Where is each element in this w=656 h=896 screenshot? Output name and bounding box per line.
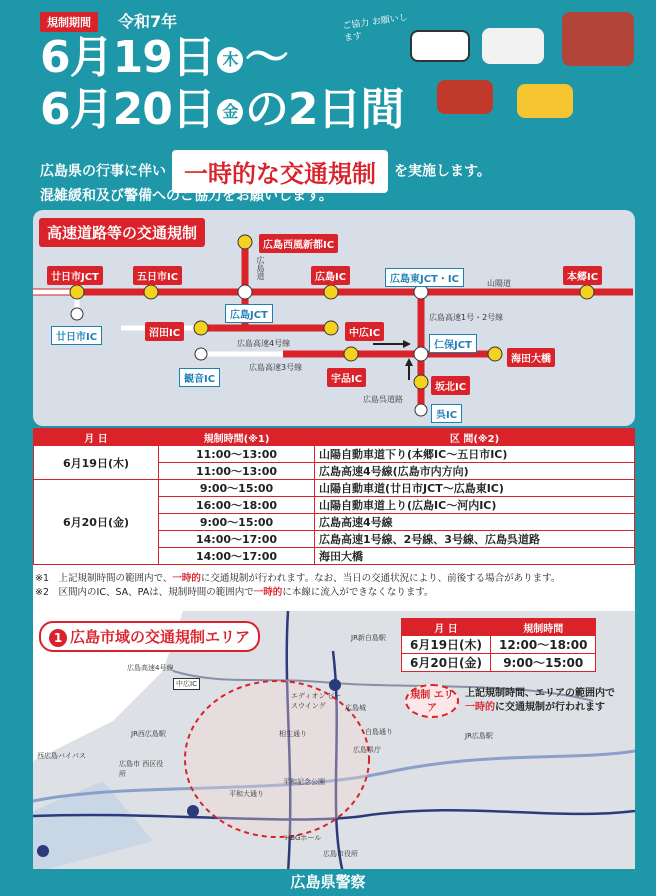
section-cell: 山陽自動車道上り(広島IC〜河内IC) (315, 497, 635, 514)
note-1-pre: 上記規制時間の範囲内で、 (58, 573, 173, 584)
header (0, 0, 656, 210)
area-col-time: 規制時間 (491, 619, 596, 636)
zone-legend: 規制 エリア (405, 684, 459, 718)
note-2-post: に本線に流入ができなくなります。 (282, 587, 434, 598)
map-route4: 広島高速4号線 (127, 664, 174, 672)
area-date: 6月19日(木) (402, 636, 491, 654)
highway-title: 高速道路等の交通規制 (39, 218, 205, 247)
note-2-mark: ※2 (35, 587, 50, 598)
map-nakahiro: 中広IC (173, 678, 200, 690)
area-date: 6月20日(金) (402, 654, 491, 672)
days-count: の2日間 (244, 84, 404, 135)
label-hatsukaichi-jct: 廿日市JCT (47, 266, 103, 285)
police-car-icon (410, 30, 470, 62)
date-cell: 6月19日(木) (34, 446, 159, 480)
road-sanyo: 山陽道 (487, 279, 511, 288)
zone-note (465, 687, 633, 715)
time-cell: 14:00〜17:00 (159, 531, 315, 548)
section-cell: 海田大橋 (315, 548, 635, 565)
map-peace-park: 平和記念公園 (283, 778, 325, 786)
section-cell: 広島高速1号線、2号線、3号線、広島呉道路 (315, 531, 635, 548)
note-1-post: に交通規制が行われます。なお、当日の交通状況により、前後する場合があります。 (200, 573, 561, 584)
label-hiroshima-jct: 広島JCT (225, 304, 273, 323)
schedule-table (33, 428, 635, 565)
cooperation-line: 混雑緩和及び警備へのご協力をお願いします。 (40, 188, 333, 204)
section-cell: 広島高速4号線(広島市内方向) (315, 463, 635, 480)
zone-note-pre: 上記規制時間、エリアの範囲内で (465, 688, 615, 699)
label-numata-ic: 沼田IC (145, 322, 184, 341)
label-hiroshima-higashi: 広島東JCT・IC (385, 268, 464, 287)
note-2-red: 一時的 (253, 587, 283, 598)
section-cell: 広島高速4号線 (315, 514, 635, 531)
table-row (402, 654, 596, 672)
area-time: 12:00〜18:00 (491, 636, 596, 654)
table-row (34, 446, 635, 463)
label-sakakita-ic: 坂北IC (431, 376, 470, 395)
section-cell: 山陽自動車道(廿日市JCT〜広島東IC) (315, 480, 635, 497)
period-tag: 規制期間 (40, 12, 98, 32)
note-2-pre: 区間内のIC、SA、PAは、規制時間の範囲内で (58, 587, 254, 598)
zone-note-post: に交通規制が行われます (495, 702, 605, 713)
col-time: 規制時間(※1) (159, 429, 315, 446)
date-1: 6月19日 (40, 32, 215, 83)
era-year: 令和7年 (118, 12, 178, 31)
city-map (33, 607, 635, 869)
weekday-2-badge: 金 (217, 99, 243, 125)
map-aioi: 相生通り (279, 730, 307, 738)
col-date: 月 日 (34, 429, 159, 446)
map-heiwa-ohdori: 平和大通り (229, 790, 264, 798)
date-line-1 (40, 34, 288, 82)
tilde: 〜 (244, 32, 288, 83)
road-hiroshima: 広島道 (256, 256, 265, 280)
map-naka-ward: 広島市役所 (323, 850, 358, 858)
label-hiroshima-ic: 広島IC (311, 266, 350, 285)
note-2 (35, 586, 633, 600)
map-castle: 広島城 (345, 704, 366, 712)
date-cell: 6月20日(金) (34, 480, 159, 565)
area-number: 1 (49, 629, 67, 647)
road-route12: 広島高速1号・2号線 (429, 313, 504, 322)
zone-note-red: 一時的 (465, 702, 495, 713)
label-kure-ic: 呉IC (431, 404, 462, 423)
notes (33, 572, 635, 600)
label-kaita-ohashi: 海田大橋 (507, 348, 555, 367)
section-cell: 山陽自動車道下り(本郷IC〜五日市IC) (315, 446, 635, 463)
weekday-1-badge: 木 (217, 47, 243, 73)
red-car-icon (437, 80, 493, 114)
road-route3: 広島高速3号線 (249, 363, 303, 372)
intro-pre: 広島県の行事に伴い (40, 163, 166, 180)
highlight-box: 一時的な交通規制 (172, 150, 388, 193)
time-cell: 16:00〜18:00 (159, 497, 315, 514)
map-nishi-hiroshima-stn: JR西広島駅 (131, 730, 166, 738)
city-area-title-text: 広島市域の交通規制エリア (70, 628, 251, 646)
map-nishi-ward: 広島市 西区役所 (119, 760, 164, 778)
label-kannon-ic: 観音IC (179, 368, 220, 387)
time-cell: 11:00〜13:00 (159, 446, 315, 463)
label-hongo-ic: 本郷IC (563, 266, 602, 285)
footer-police: 広島県警察 (0, 869, 656, 896)
table-row (34, 480, 635, 497)
col-section: 区 間(※2) (315, 429, 635, 446)
area-time: 9:00〜15:00 (491, 654, 596, 672)
table-row (402, 636, 596, 654)
label-nakahiro-ic: 中広IC (345, 322, 384, 341)
area-table (401, 618, 596, 672)
date-line-2 (40, 86, 403, 134)
highway-panel (33, 210, 635, 426)
road-route4: 広島高速4号線 (237, 339, 291, 348)
date-2: 6月20日 (40, 84, 215, 135)
label-ujina-ic: 宇品IC (327, 368, 366, 387)
speech-bubble: ご協力 お願いします (341, 12, 409, 44)
note-1-red: 一時的 (172, 573, 201, 584)
city-area-title (39, 621, 260, 652)
time-cell: 11:00〜13:00 (159, 463, 315, 480)
label-itsukaichi-ic: 五日市IC (133, 266, 182, 285)
label-hatsukaichi-ic: 廿日市IC (51, 326, 102, 345)
white-van-icon (482, 28, 544, 64)
map-nishi-bypass: 西広島バイパス (37, 752, 86, 760)
label-hiroshima-nishi: 広島西風新都IC (259, 234, 338, 253)
map-hbg: HBGホール (285, 834, 322, 842)
map-pref-office: 広島県庁 (353, 746, 381, 754)
map-shin-hakushima: JR新白島駅 (351, 634, 386, 642)
label-niho-jct: 仁保JCT (429, 334, 477, 353)
map-hiroshima-stn: JR広島駅 (465, 732, 493, 740)
time-cell: 9:00〜15:00 (159, 480, 315, 497)
time-cell: 14:00〜17:00 (159, 548, 315, 565)
intro-post: を実施します。 (394, 163, 491, 180)
note-1 (35, 572, 633, 586)
yellow-car-icon (517, 84, 573, 118)
map-edion: エディオン ピースウイング (291, 692, 342, 710)
truck-icon (562, 12, 634, 66)
area-col-date: 月 日 (402, 619, 491, 636)
time-cell: 9:00〜15:00 (159, 514, 315, 531)
note-1-mark: ※1 (35, 573, 50, 584)
road-kure: 広島呉道路 (363, 395, 403, 404)
map-hakushima: 白島通り (365, 728, 393, 736)
